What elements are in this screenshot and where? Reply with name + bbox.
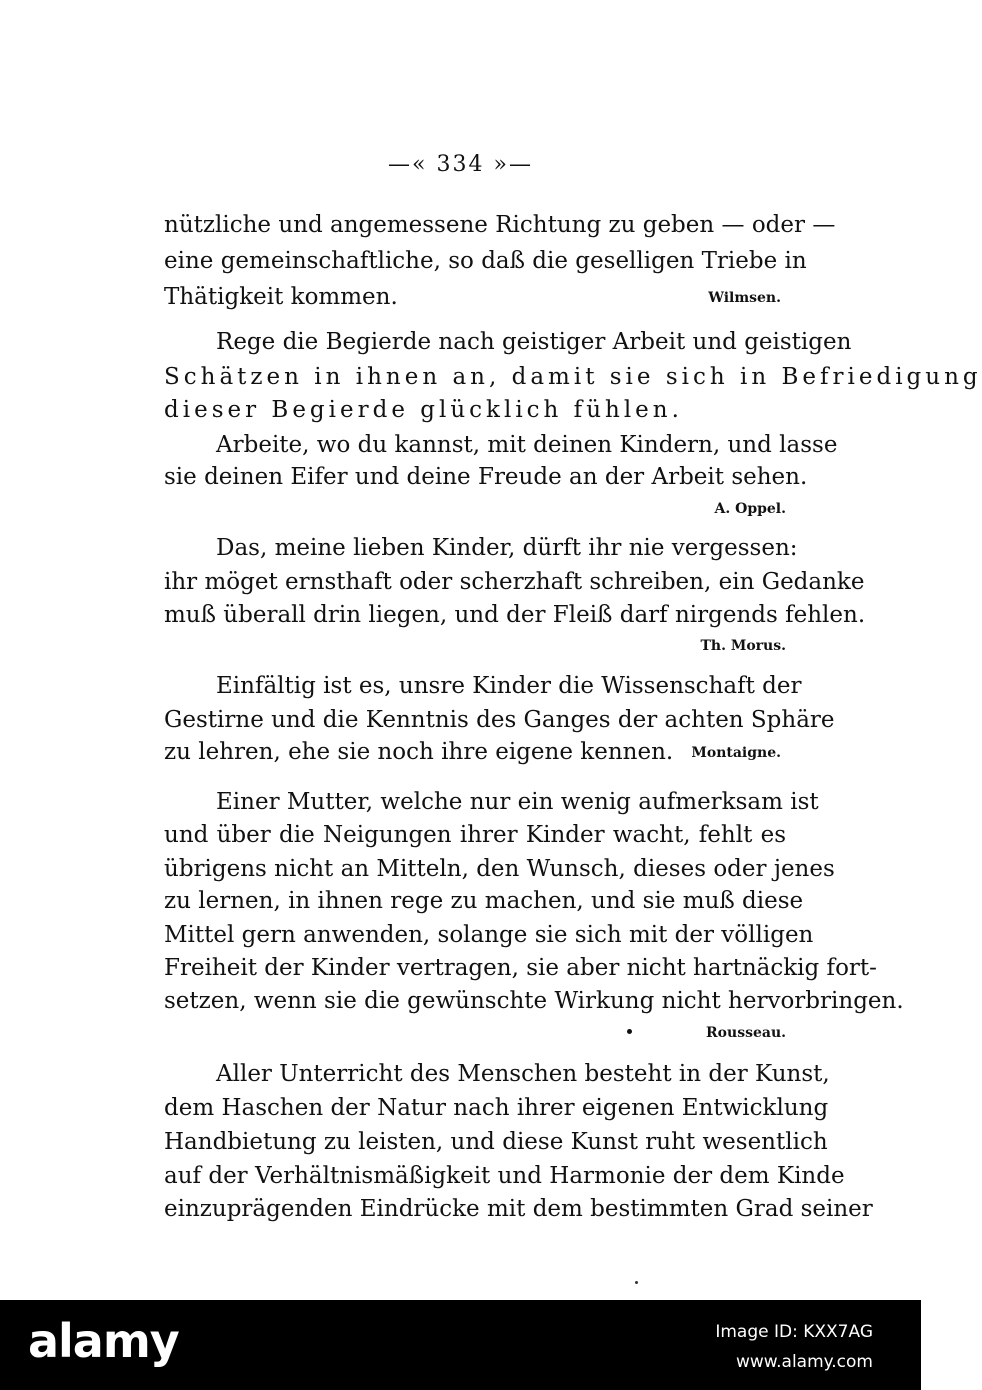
text-line: Mittel gern anwenden, solange sie sich mit der völligen: [164, 922, 814, 948]
text-line: einzuprägenden Eindrücke mit dem bestimmten Grad seiner: [164, 1196, 873, 1222]
text-line: Gestirne und die Kenntnis des Ganges der achten Sphäre: [164, 707, 835, 733]
stray-mark: [635, 1281, 638, 1284]
attribution: Th. Morus.: [700, 638, 786, 654]
text-line: Freiheit der Kinder vertragen, sie aber nicht hartnäckig fort-: [164, 955, 877, 981]
text-line: dieser Begierde glücklich fühlen.: [164, 397, 683, 423]
site-url: www.alamy.com: [735, 1352, 873, 1372]
text-line: sie deinen Eifer und deine Freude an der Arbeit sehen.: [164, 464, 808, 490]
stray-mark: [627, 1029, 632, 1034]
attribution: Montaigne.: [691, 745, 781, 761]
attribution: Rousseau.: [706, 1025, 786, 1041]
text-line: Einer Mutter, welche nur ein wenig aufmerksam ist: [216, 789, 819, 815]
text-line: Rege die Begierde nach geistiger Arbeit und geistigen: [216, 329, 852, 355]
text-line: muß überall drin liegen, und der Fleiß darf nirgends fehlen.: [164, 602, 866, 628]
attribution: A. Oppel.: [714, 501, 786, 517]
text-line: Aller Unterricht des Menschen besteht in der Kunst,: [216, 1061, 830, 1087]
text-line: Thätigkeit kommen.: [164, 284, 398, 310]
text-line: eine gemeinschaftliche, so daß die geselligen Triebe in: [164, 248, 807, 274]
text-line: dem Haschen der Natur nach ihrer eigenen Entwicklung: [164, 1095, 829, 1121]
text-line: zu lernen, in ihnen rege zu machen, und sie muß diese: [164, 888, 804, 914]
page-number: —« 334 »—: [388, 152, 533, 177]
text-line: zu lehren, ehe sie noch ihre eigene kennen.: [164, 739, 674, 765]
text-line: nützliche und angemessene Richtung zu geben — oder —: [164, 212, 836, 238]
text-line: Handbietung zu leisten, und diese Kunst ruht wesentlich: [164, 1129, 828, 1155]
text-line: setzen, wenn sie die gewünschte Wirkung nicht hervorbringen.: [164, 988, 904, 1014]
text-line: Einfältig ist es, unsre Kinder die Wissenschaft der: [216, 673, 802, 699]
text-line: und über die Neigungen ihrer Kinder wacht, fehlt es: [164, 822, 786, 848]
text-line: Schätzen in ihnen an, damit sie sich in Befriedigung: [164, 364, 982, 390]
brand-logo: alamy: [28, 1314, 179, 1368]
text-line: ihr möget ernsthaft oder scherzhaft schreiben, ein Gedanke: [164, 569, 865, 595]
text-line: übrigens nicht an Mitteln, den Wunsch, dieses oder jenes: [164, 856, 835, 882]
attribution: Wilmsen.: [708, 290, 781, 306]
text-line: auf der Verhältnismäßigkeit und Harmonie der dem Kinde: [164, 1163, 845, 1189]
watermark-banner: [0, 1300, 921, 1390]
text-line: Arbeite, wo du kannst, mit deinen Kindern, und lasse: [216, 432, 838, 458]
text-line: Das, meine lieben Kinder, dürft ihr nie vergessen:: [216, 535, 798, 561]
image-id-label: Image ID: KXX7AG: [715, 1322, 873, 1342]
